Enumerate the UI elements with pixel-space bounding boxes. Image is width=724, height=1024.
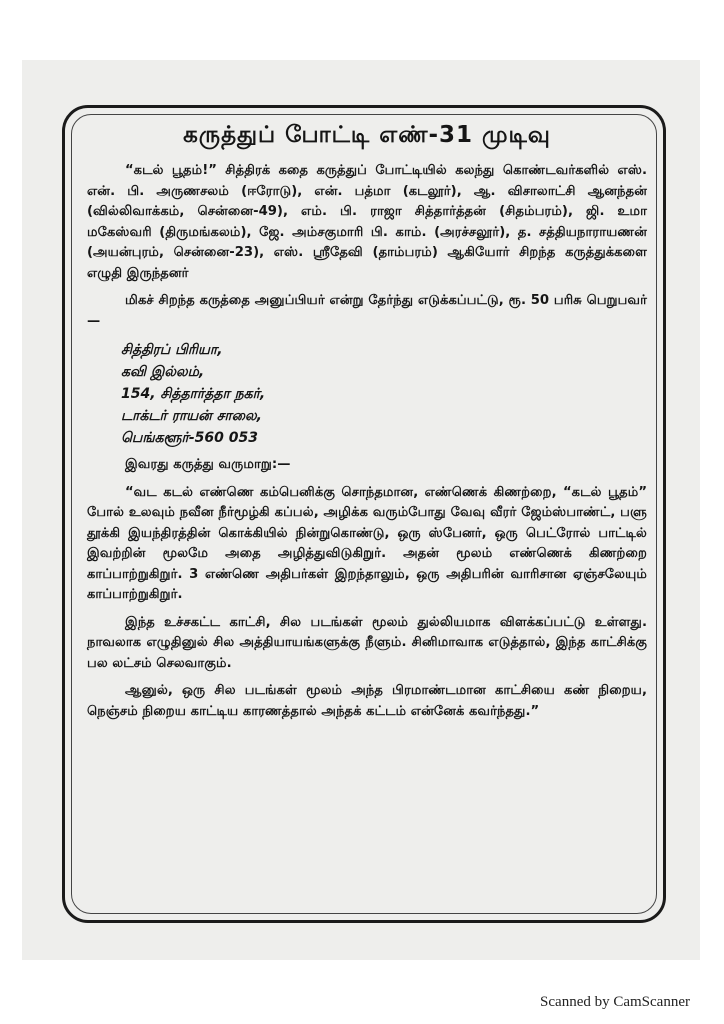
scanner-watermark: Scanned by CamScanner (540, 994, 690, 1010)
address-line: 154, சித்தார்த்தா நகர், (121, 386, 266, 402)
address-line: பெங்களூர்-560 053 (121, 430, 258, 446)
article-content (87, 122, 647, 729)
paragraph-participants: “கடல் பூதம்!” சித்திரக் கதை கருத்துப் போட்டியில் கலந்து கொண்டவர்களில் எஸ். என். பி. அருணசலம் (ஈரோடு), என். பத்மா (கடலூர்), ஆ. விசாலாட்சி ஆனந்தன் (வில்லிவாக்கம், சென்னை-49), எம். பி. ராஜா சித்தார்த்தன் (சிதம்பரம்), ஜி. உமா மகேஸ்வரி (திருமங்கலம்), ஜே. அம்சகுமாரி பி. காம். (அரச்சலூர்), த. சத்தியநாராயணன் (அயன்புரம், சென்னை-23), எஸ். ஸ்ரீதேவி (தாம்பரம்) ஆகியோர் சிறந்த கருத்துக்களை எழுதி இருந்தனர் (87, 163, 647, 281)
bordered-box (62, 105, 666, 923)
address-line: சித்திரப் பிரியா, (121, 342, 223, 358)
paragraph-opinion-1: “வட கடல் எண்ணெ கம்பெனிக்கு சொந்தமான, எண்ணெக் கிணற்றை, “கடல் பூதம்” போல் உலவும் நவீன நீர்மூழ்கி கப்பல், அழிக்க வரும்போது வேவு வீரர் ஜேம்ஸ்பாண்ட், பளு தூக்கி இயந்திரத்தின் கொக்கியில் நின்றுகொண்டு, ஒரு ஸ்பேனர், ஒரு பெட்ரோல் பாட்டில் இவற்றின் மூலமே அதை அழித்துவிடுகிறுர். அதன் மூலம் எண்ணெக் கிணற்றை காப்பாற்றுகிறுர். 3 எண்ணெ அதிபர்கள் இறந்தாலும், ஒரு அதிபரின் வாரிசான ஏஞ்சலேயும் காப்பாற்றுகிறுர். (87, 484, 647, 602)
scanned-page (22, 60, 700, 960)
paragraph-opinion-3: ஆனுல், ஒரு சில படங்கள் மூலம் அந்த பிரமாண்டமான காட்சியை கண் நிறைய, நெஞ்சம் நிறைய காட்டிய காரணத்தால் அந்தக் கட்டம் என்னேக் கவர்ந்தது.” (87, 683, 647, 719)
paragraph-opinion-intro: இவரது கருத்து வருமாறு:— (125, 457, 291, 472)
winner-address (121, 339, 647, 449)
address-line: டாக்டர் ராயன் சாலை, (121, 408, 262, 424)
paragraph-opinion-2: இந்த உச்சகட்ட காட்சி, சில படங்கள் மூலம் துல்லியமாக விளக்கப்பட்டு உள்ளது. நாவலாக எழுதினுல் சில அத்தியாயங்களுக்கு நீளும். சினிமாவாக எடுத்தால், இந்த காட்சிக்கு பல லட்சம் செலவாகும். (87, 614, 647, 671)
address-line: கவி இல்லம், (121, 364, 205, 380)
paragraph-winner-intro: மிகச் சிறந்த கருத்தை அனுப்பியர் என்று தேர்ந்து எடுக்கப்பட்டு, ரூ. 50 பரிசு பெறுபவர்— (87, 293, 647, 329)
article-heading: கருத்துப் போட்டி எண்-31 முடிவு (183, 122, 551, 148)
